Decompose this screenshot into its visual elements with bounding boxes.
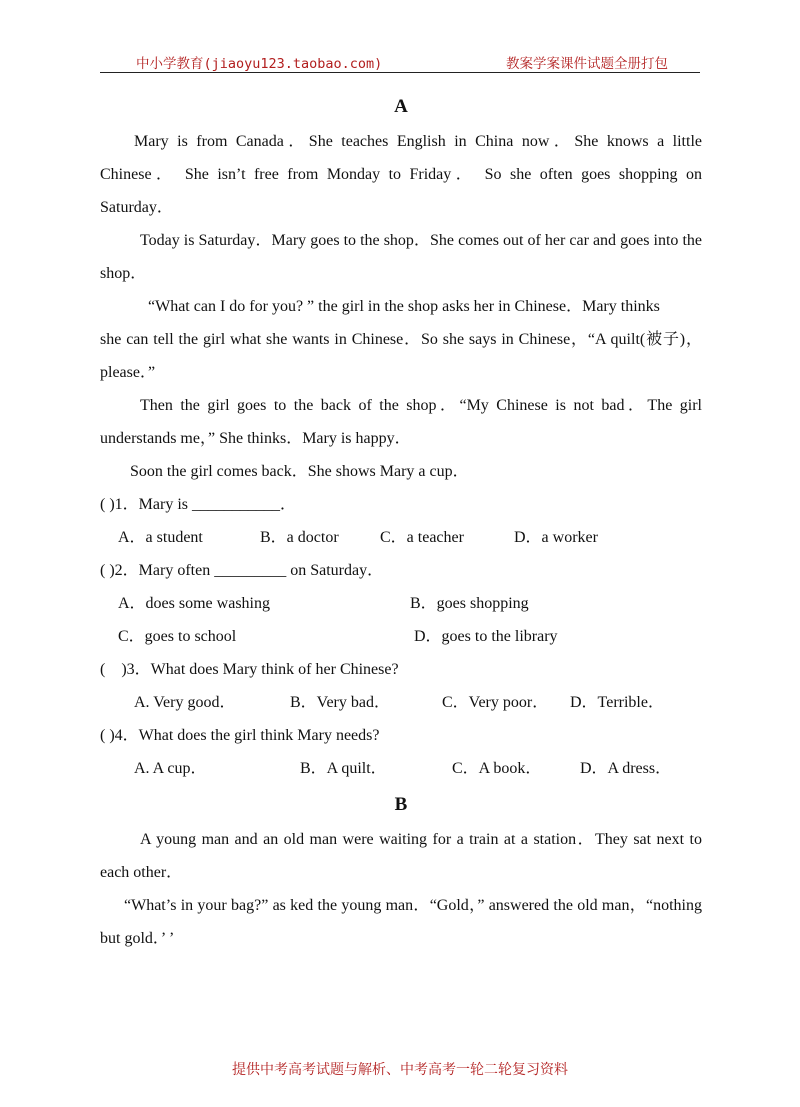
section-b-paragraph-2: “What’s in your bag?” as ked the young man．“Gold，” answered the old man，“nothing but gold．’ ’ (100, 897, 702, 947)
section-a-title: A (394, 96, 408, 117)
page-footer: 提供中考高考试题与解析、中考高考一轮二轮复习资料 (232, 1062, 568, 1078)
question-2-option-b: B．goes shopping (410, 595, 529, 612)
section-a-paragraph-3: “What can I do for you? ” the girl in the shop asks her in Chinese．Mary thinks (148, 298, 660, 315)
header-left-text: 中小学教育(jiaoyu123.taobao.com) (136, 56, 383, 72)
question-4-stem: ( )4．What does the girl think Mary needs? (100, 727, 380, 744)
section-a-paragraph-1: Mary is from Canada．She teaches English in China now．She knows a little Chinese． She isn’t free from Monday to Friday． So she often goes shopping on Saturday． (100, 133, 702, 216)
question-1-option-b: B．a doctor (260, 529, 339, 546)
question-1-option-d: D．a worker (514, 529, 598, 546)
header-right-text: 教案学案课件试题全册打包 (506, 56, 668, 72)
question-1-option-a: A．a student (118, 529, 203, 546)
question-4-option-b: B．A quilt． (300, 760, 387, 777)
question-2-option-a: A．does some washing (118, 595, 270, 612)
section-a-paragraph-5: Then the girl goes to the back of the shop．“My Chinese is not bad．The girl understands me，” She thinks．Mary is happy． (100, 397, 702, 447)
question-1-option-c: C．a teacher (380, 529, 464, 546)
section-a-paragraph-2: Today is Saturday．Mary goes to the shop．She comes out of her car and goes into the shop． (100, 232, 702, 282)
question-1-options (100, 521, 702, 554)
question-1-stem: ( )1．Mary is ___________． (100, 496, 296, 513)
question-4-option-c: C．A book． (452, 760, 542, 777)
question-4-option-a: A. A cup． (134, 760, 207, 777)
question-2-options-row-2 (100, 620, 702, 653)
question-2-option-d: D．goes to the library (414, 628, 558, 645)
document-body (100, 92, 702, 955)
section-b-paragraph-1: A young man and an old man were waiting for a train at a station．They sat next to each other． (100, 831, 702, 881)
section-b-title: B (394, 794, 408, 815)
question-2-stem: ( )2．Mary often _________ on Saturday． (100, 562, 384, 579)
page-header (100, 50, 700, 73)
question-4-option-d: D．A dress． (580, 760, 672, 777)
question-3-option-b: B．Very bad． (290, 694, 390, 711)
question-2-option-c: C．goes to school (118, 628, 237, 645)
section-a-paragraph-4: she can tell the girl what she wants in Chinese．So she says in Chinese，“A quilt(被子)，please．” (100, 331, 702, 381)
question-3-option-d: D．Terrible． (570, 694, 664, 711)
question-3-option-c: C．Very poor． (442, 694, 549, 711)
question-4-options (100, 752, 702, 785)
question-3-options (100, 686, 702, 719)
section-a-paragraph-6: Soon the girl comes back．She shows Mary a cup． (130, 463, 469, 480)
question-3-stem: ( )3．What does Mary think of her Chinese? (100, 661, 399, 678)
question-2-options-row-1 (100, 587, 702, 620)
question-3-option-a: A. Very good． (134, 694, 236, 711)
